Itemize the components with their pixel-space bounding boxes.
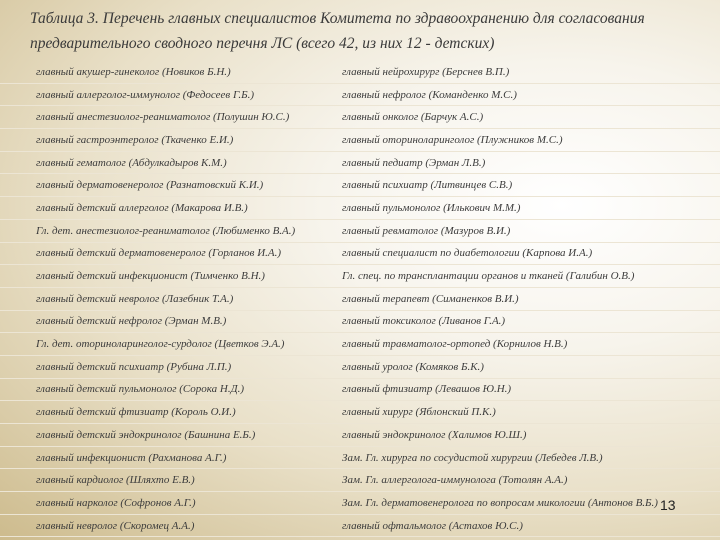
specialist-left: главный детский пульмонолог (Сорока Н.Д.) [36,383,245,396]
specialist-right: главный нейрохирург (Берснев В.П.) [342,65,510,78]
specialist-right: главный токсиколог (Ливанов Г.А.) [342,315,506,328]
table-row [0,152,720,175]
specialist-right: Зам. Гл. хирурга по сосудистой хирургии (Лебедев Л.В.) [342,451,603,464]
table-row [0,106,720,129]
specialist-left: главный детский нефролог (Эрман М.В.) [36,315,227,328]
specialist-left: главный инфекционист (Рахманова А.Г.) [36,451,227,464]
slide-title: Таблица 3. Перечень главных специалистов Комитета по здравоохранению для согласования предварительного сводного перечня ЛС (всего 42, из них 12 - детских) [30,10,645,52]
table-row [0,311,720,334]
specialist-right: главный пульмонолог (Илькович М.М.) [342,201,521,214]
table-row [0,174,720,197]
specialist-right: главный нефролог (Команденко М.С.) [342,88,517,101]
specialist-right: главный оториноларинголог (Плужников М.С.) [342,133,563,146]
table-row [0,469,720,492]
table-row [0,515,720,538]
table-row [0,243,720,266]
specialist-right: главный ревматолог (Мазуров В.И.) [342,224,511,237]
specialist-left: главный анестезиолог-реаниматолог (Полушин Ю.С.) [36,111,290,124]
specialist-left: главный детский психиатр (Рубина Л.П.) [36,360,232,373]
table-row [0,84,720,107]
specialist-left: главный дерматовенеролог (Разнатовский К.И.) [36,179,264,192]
table-row [0,401,720,424]
table-row [0,356,720,379]
specialist-right: главный хирург (Яблонский П.К.) [342,406,496,419]
specialist-right: Гл. спец. по трансплантации органов и тканей (Галибин О.В.) [342,270,635,283]
table-row [0,61,720,84]
specialist-left: Гл. дет. оториноларинголог-сурдолог (Цветков Э.А.) [36,338,285,351]
specialist-right: главный психиатр (Литвинцев С.В.) [342,179,513,192]
table-row [0,492,720,515]
specialist-left: главный акушер-гинеколог (Новиков Б.Н.) [36,65,231,78]
specialist-left: главный кардиолог (Шляхто Е.В.) [36,474,195,487]
specialist-right: главный эндокринолог (Халимов Ю.Ш.) [342,428,527,441]
specialist-right: главный педиатр (Эрман Л.В.) [342,156,486,169]
specialist-left: Гл. дет. анестезиолог-реаниматолог (Любименко В.А.) [36,224,296,237]
specialist-left: главный детский дерматовенеролог (Горланов И.А.) [36,247,282,260]
specialist-right: главный терапевт (Симаненков В.И.) [342,292,519,305]
table-row [0,447,720,470]
specialist-left: главный нарколог (Софронов А.Г.) [36,496,196,509]
table-row [0,333,720,356]
specialist-right: главный фтизиатр (Левашов Ю.Н.) [342,383,512,396]
specialist-right: главный уролог (Комяков Б.К.) [342,360,484,373]
specialist-right: Зам. Гл. аллерголога-иммунолога (Тотолян А.А.) [342,474,568,487]
specialist-right: главный специалист по диабетологии (Карпова И.А.) [342,247,593,260]
table-row [0,197,720,220]
table-row [0,379,720,402]
specialists-table [0,61,720,537]
specialist-left: главный детский аллерголог (Макарова И.В.) [36,201,248,214]
specialist-right: Зам. Гл. дерматовенеролога по вопросам микологии (Антонов В.Б.) [342,496,658,509]
table-row [0,129,720,152]
specialist-left: главный невролог (Скоромец А.А.) [36,519,195,532]
specialist-left: главный детский инфекционист (Тимченко В.Н.) [36,270,265,283]
specialist-left: главный аллерголог-иммунолог (Федосеев Г.Б.) [36,88,255,101]
table-row [0,424,720,447]
specialist-left: главный детский невролог (Лазебник Т.А.) [36,292,234,305]
specialist-right: главный офтальмолог (Астахов Ю.С.) [342,519,523,532]
specialist-left: главный детский эндокринолог (Башнина Е.Б.) [36,428,256,441]
table-row [0,220,720,243]
page-number: 13 [660,497,676,513]
table-row [0,288,720,311]
table-row [0,265,720,288]
specialist-left: главный гастроэнтеролог (Ткаченко Е.И.) [36,133,234,146]
specialist-left: главный гематолог (Абдулкадыров К.М.) [36,156,227,169]
specialist-left: главный детский фтизиатр (Король О.И.) [36,406,236,419]
specialist-right: главный онколог (Барчук А.С.) [342,111,484,124]
specialist-right: главный травматолог-ортопед (Корнилов Н.В.) [342,338,568,351]
